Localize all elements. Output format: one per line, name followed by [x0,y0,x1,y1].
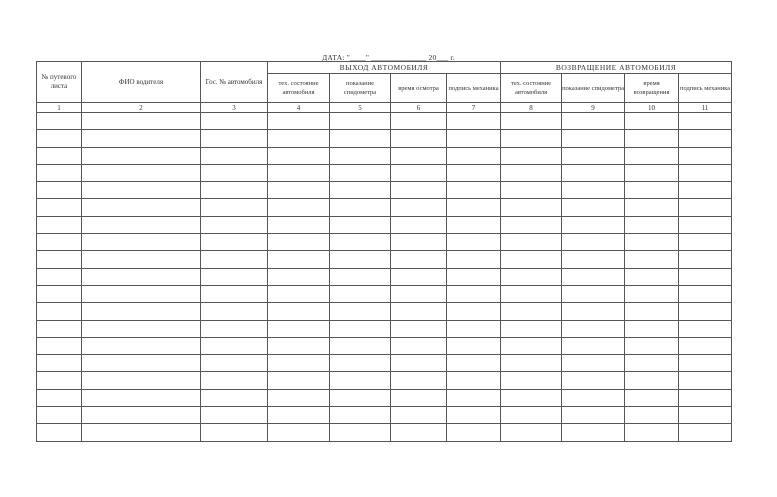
table-row [37,407,732,424]
table-cell[interactable] [679,182,732,199]
table-cell[interactable] [82,337,201,354]
table-cell[interactable] [201,164,268,181]
table-row [37,424,732,441]
table-cell[interactable] [37,216,82,233]
table-cell[interactable] [82,164,201,181]
table-cell[interactable] [330,130,391,147]
table-cell[interactable] [37,407,82,424]
header-return-mechanic-signature: подпись механика [679,74,732,103]
column-number: 7 [447,103,501,113]
table-cell[interactable] [82,372,201,389]
table-cell[interactable] [201,251,268,268]
table-cell[interactable] [82,182,201,199]
table-cell[interactable] [625,407,679,424]
table-row [37,182,732,199]
table-cell[interactable] [391,147,447,164]
table-cell[interactable] [391,285,447,302]
header-return-tech-state: тех. состояние автомобиля [501,74,562,103]
table-row [37,234,732,251]
table-row [37,268,732,285]
table-cell[interactable] [562,407,625,424]
table-cell[interactable] [330,268,391,285]
column-number: 3 [201,103,268,113]
table-row [37,113,732,130]
table-cell[interactable] [501,303,562,320]
header-driver: ФИО водителя [82,62,201,103]
table-cell[interactable] [679,372,732,389]
table-cell[interactable] [268,147,330,164]
table-cell[interactable] [201,320,268,337]
table-cell[interactable] [330,285,391,302]
table-cell[interactable] [447,303,501,320]
table-cell[interactable] [330,251,391,268]
table-cell[interactable] [391,234,447,251]
table-cell[interactable] [562,182,625,199]
table-cell[interactable] [391,251,447,268]
table-cell[interactable] [562,216,625,233]
table-cell[interactable] [625,216,679,233]
table-cell[interactable] [501,113,562,130]
table-row [37,147,732,164]
table-cell[interactable] [447,234,501,251]
table-cell[interactable] [625,113,679,130]
table-cell[interactable] [679,285,732,302]
table-cell[interactable] [330,424,391,441]
table-cell[interactable] [391,320,447,337]
table-cell[interactable] [679,337,732,354]
table-cell[interactable] [625,285,679,302]
table-cell[interactable] [501,337,562,354]
table-cell[interactable] [391,424,447,441]
table-cell[interactable] [562,268,625,285]
table-cell[interactable] [330,320,391,337]
table-cell[interactable] [679,130,732,147]
table-cell[interactable] [268,113,330,130]
table-cell[interactable] [447,147,501,164]
table-cell[interactable] [330,216,391,233]
column-number-row [37,103,732,113]
table-cell[interactable] [447,251,501,268]
table-cell[interactable] [82,355,201,372]
table-cell[interactable] [201,182,268,199]
table-cell[interactable] [268,285,330,302]
table-cell[interactable] [330,372,391,389]
table-cell[interactable] [625,130,679,147]
table-cell[interactable] [268,234,330,251]
table-cell[interactable] [679,407,732,424]
table-cell[interactable] [562,355,625,372]
vehicle-log-table [36,61,732,442]
table-cell[interactable] [562,372,625,389]
table-cell[interactable] [201,130,268,147]
table-cell[interactable] [447,337,501,354]
table-row [37,251,732,268]
table-cell[interactable] [562,113,625,130]
table-cell[interactable] [625,320,679,337]
table-cell[interactable] [501,372,562,389]
table-cell[interactable] [201,355,268,372]
table-cell[interactable] [201,337,268,354]
table-cell[interactable] [501,164,562,181]
table-cell[interactable] [268,320,330,337]
table-row [37,216,732,233]
table-cell[interactable] [82,147,201,164]
table-cell[interactable] [82,424,201,441]
table-cell[interactable] [37,199,82,216]
table-cell[interactable] [679,424,732,441]
table-row [37,355,732,372]
table-cell[interactable] [37,424,82,441]
table-cell[interactable] [37,130,82,147]
header-waybill: № путевого листа [37,62,82,103]
table-cell[interactable] [391,113,447,130]
table-cell[interactable] [330,164,391,181]
table-cell[interactable] [501,130,562,147]
table-cell[interactable] [268,303,330,320]
table-cell[interactable] [625,303,679,320]
table-cell[interactable] [501,147,562,164]
table-cell[interactable] [391,407,447,424]
table-cell[interactable] [82,216,201,233]
table-cell[interactable] [501,199,562,216]
column-number: 5 [330,103,391,113]
column-number: 2 [82,103,201,113]
table-row [37,199,732,216]
table-cell[interactable] [82,251,201,268]
table-cell[interactable] [268,372,330,389]
table-cell[interactable] [562,337,625,354]
table-cell[interactable] [447,130,501,147]
table-cell[interactable] [501,182,562,199]
table-cell[interactable] [391,389,447,406]
table-cell[interactable] [679,389,732,406]
table-cell[interactable] [447,372,501,389]
table-cell[interactable] [562,234,625,251]
table-cell[interactable] [268,251,330,268]
table-cell[interactable] [201,216,268,233]
table-cell[interactable] [201,389,268,406]
table-cell[interactable] [679,234,732,251]
table-cell[interactable] [562,147,625,164]
table-cell[interactable] [268,268,330,285]
table-cell[interactable] [268,407,330,424]
table-cell[interactable] [330,337,391,354]
table-cell[interactable] [330,234,391,251]
table-cell[interactable] [330,355,391,372]
table-cell[interactable] [447,164,501,181]
column-number: 4 [268,103,330,113]
table-cell[interactable] [501,251,562,268]
header-departure-odometer: показание спидометра [330,74,391,103]
table-cell[interactable] [391,337,447,354]
table-cell[interactable] [37,268,82,285]
table-cell[interactable] [501,216,562,233]
table-cell[interactable] [501,407,562,424]
column-number: 1 [37,103,82,113]
table-cell[interactable] [330,182,391,199]
table-cell[interactable] [447,268,501,285]
table-cell[interactable] [82,320,201,337]
table-cell[interactable] [562,130,625,147]
table-cell[interactable] [447,424,501,441]
table-cell[interactable] [625,182,679,199]
column-number: 10 [625,103,679,113]
table-cell[interactable] [82,234,201,251]
table-cell[interactable] [268,164,330,181]
table-cell[interactable] [625,147,679,164]
table-cell[interactable] [201,285,268,302]
table-cell[interactable] [201,424,268,441]
table-cell[interactable] [37,389,82,406]
table-cell[interactable] [501,355,562,372]
table-cell[interactable] [330,113,391,130]
table-cell[interactable] [82,303,201,320]
table-cell[interactable] [447,355,501,372]
table-cell[interactable] [82,130,201,147]
table-cell[interactable] [82,285,201,302]
table-cell[interactable] [391,130,447,147]
table-cell[interactable] [625,199,679,216]
table-cell[interactable] [679,199,732,216]
table-cell[interactable] [330,389,391,406]
table-cell[interactable] [201,372,268,389]
table-cell[interactable] [201,407,268,424]
table-row [37,164,732,181]
table-cell[interactable] [625,355,679,372]
table-cell[interactable] [268,337,330,354]
table-cell[interactable] [201,268,268,285]
table-cell[interactable] [679,251,732,268]
table-cell[interactable] [391,372,447,389]
table-cell[interactable] [562,199,625,216]
table-cell[interactable] [501,320,562,337]
table-row [37,389,732,406]
table-cell[interactable] [201,147,268,164]
table-cell[interactable] [625,164,679,181]
header-return-time: время возвращения [625,74,679,103]
table-cell[interactable] [37,285,82,302]
table-cell[interactable] [447,216,501,233]
table-cell[interactable] [562,424,625,441]
table-cell[interactable] [447,113,501,130]
table-cell[interactable] [562,320,625,337]
table-cell[interactable] [625,268,679,285]
table-cell[interactable] [562,303,625,320]
table-cell[interactable] [201,113,268,130]
header-departure-tech-state: тех. состояние автомобиля [268,74,330,103]
header-return-group: ВОЗВРАЩЕНИЕ АВТОМОБИЛЯ [501,62,732,74]
column-number: 8 [501,103,562,113]
table-cell[interactable] [679,320,732,337]
table-cell[interactable] [37,182,82,199]
table-cell[interactable] [679,268,732,285]
table-cell[interactable] [37,251,82,268]
table-cell[interactable] [625,424,679,441]
table-cell[interactable] [37,355,82,372]
table-cell[interactable] [679,113,732,130]
table-cell[interactable] [82,113,201,130]
table-cell[interactable] [37,234,82,251]
table-cell[interactable] [82,407,201,424]
table-cell[interactable] [268,389,330,406]
table-cell[interactable] [447,285,501,302]
header-departure-mechanic-signature: подпись механика [447,74,501,103]
table-cell[interactable] [447,199,501,216]
table-cell[interactable] [562,389,625,406]
table-cell[interactable] [330,147,391,164]
table-cell[interactable] [330,199,391,216]
table-cell[interactable] [679,164,732,181]
header-departure-inspection-time: время осмотра [391,74,447,103]
table-cell[interactable] [330,407,391,424]
table-cell[interactable] [625,337,679,354]
table-cell[interactable] [447,320,501,337]
column-number: 11 [679,103,732,113]
table-row [37,337,732,354]
table-cell[interactable] [679,303,732,320]
table-cell[interactable] [501,285,562,302]
table-cell[interactable] [201,303,268,320]
table-cell[interactable] [37,303,82,320]
table-cell[interactable] [679,355,732,372]
table-cell[interactable] [37,147,82,164]
table-cell[interactable] [201,234,268,251]
table-cell[interactable] [501,424,562,441]
table-cell[interactable] [625,251,679,268]
table-cell[interactable] [625,372,679,389]
table-cell[interactable] [625,234,679,251]
column-number: 6 [391,103,447,113]
table-cell[interactable] [268,130,330,147]
table-cell[interactable] [391,164,447,181]
table-row [37,320,732,337]
header-return-odometer: показание спидометра [562,74,625,103]
header-plate: Гос. № автомобиля [201,62,268,103]
table-cell[interactable] [679,216,732,233]
table-cell[interactable] [268,424,330,441]
table-cell[interactable] [268,216,330,233]
table-cell[interactable] [391,199,447,216]
table-cell[interactable] [268,182,330,199]
table-cell[interactable] [447,389,501,406]
table-cell[interactable] [37,113,82,130]
table-cell[interactable] [201,199,268,216]
table-cell[interactable] [562,285,625,302]
table-row [37,130,732,147]
table-cell[interactable] [82,199,201,216]
header-departure-group: ВЫХОД АВТОМОБИЛЯ [268,62,501,74]
table-cell[interactable] [501,389,562,406]
table-cell[interactable] [679,147,732,164]
table-cell[interactable] [562,164,625,181]
table-cell[interactable] [37,337,82,354]
table-cell[interactable] [37,372,82,389]
table-cell[interactable] [37,320,82,337]
table-cell[interactable] [501,268,562,285]
table-cell[interactable] [391,268,447,285]
table-row [37,372,732,389]
table-cell[interactable] [268,355,330,372]
table-cell[interactable] [562,251,625,268]
table-row [37,285,732,302]
table-cell[interactable] [37,164,82,181]
table-cell[interactable] [82,389,201,406]
table-cell[interactable] [501,234,562,251]
table-row [37,303,732,320]
table-cell[interactable] [268,199,330,216]
column-number: 9 [562,103,625,113]
table-cell[interactable] [447,407,501,424]
table-cell[interactable] [391,355,447,372]
table-cell[interactable] [625,389,679,406]
table-cell[interactable] [447,182,501,199]
table-cell[interactable] [391,182,447,199]
table-cell[interactable] [391,216,447,233]
table-cell[interactable] [82,268,201,285]
table-cell[interactable] [330,303,391,320]
date-line: ДАТА: "____" ______________ 20___ г. [322,53,455,62]
table-cell[interactable] [391,303,447,320]
